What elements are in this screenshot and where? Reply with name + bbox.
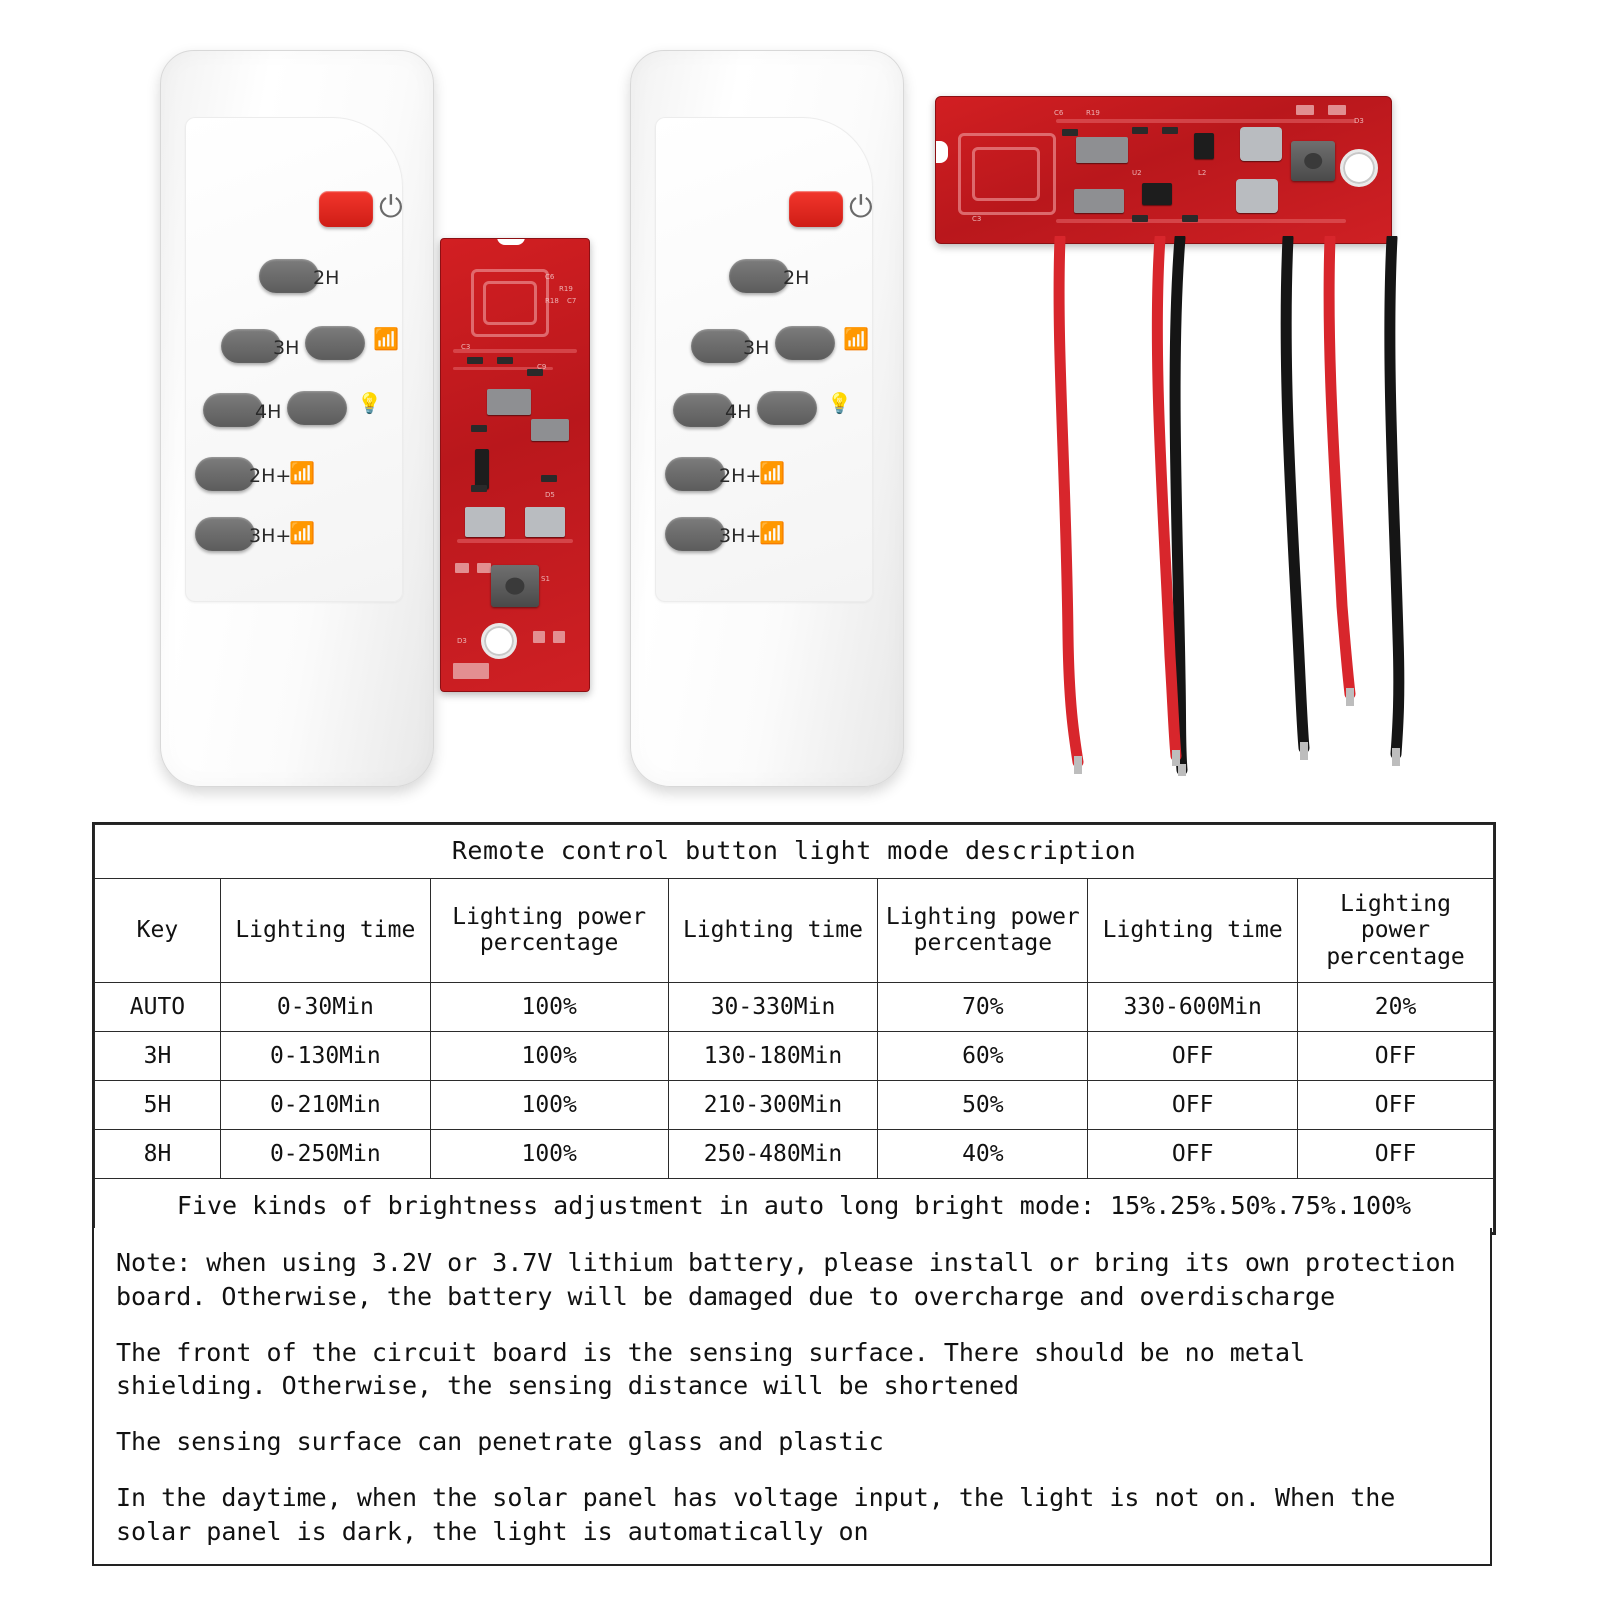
pcb-large-antenna-inner (972, 147, 1040, 201)
wifi-icon-right-3: 📶 (759, 521, 786, 545)
silk-c7: C7 (567, 297, 577, 305)
note-daytime: In the daytime, when the solar panel has voltage input, the light is not on. When the solar panel is dark, the light is automatically on (116, 1482, 1396, 1546)
cell-auto-time-3: 330-600Min (1088, 983, 1298, 1032)
pcb-small-tact-switch[interactable] (491, 565, 539, 607)
wifi-icon-right-1: 📶 (843, 327, 870, 351)
bulb-icon-left: 💡 (357, 391, 382, 415)
note-sensing-surface: The front of the circuit board is the sensing surface. There should be no metal shielding. Otherwise, the sensing distance will be shortened (116, 1337, 1306, 1401)
cell-5h-time-3: OFF (1088, 1081, 1298, 1130)
cell-8h-time-3: OFF (1088, 1130, 1298, 1179)
table-row (95, 983, 1494, 1032)
cell-3h-time-1: 0-130Min (220, 1032, 430, 1081)
cell-3h-pct-3: OFF (1298, 1032, 1494, 1081)
pcb-small-antenna-inner (483, 281, 537, 325)
pcb-large-inductor-2 (1236, 179, 1278, 213)
label-4h-right: 4H (725, 401, 752, 423)
cell-5h-time-1: 0-210Min (220, 1081, 430, 1130)
silk-r19: R19 (559, 285, 573, 293)
pcb-large-ic-2 (1074, 189, 1124, 213)
cell-5h-pct-2: 50% (878, 1081, 1088, 1130)
pcb-large-ic-1 (1076, 137, 1128, 163)
label-3hplus-right: 3H+ (719, 525, 762, 547)
silk-c9: C9 (537, 363, 547, 371)
label-2h-right: 2H (783, 267, 810, 289)
label-2hplus-right: 2H+ (719, 465, 762, 487)
cell-5h-time-2: 210-300Min (668, 1081, 878, 1130)
notes-block (92, 1228, 1492, 1566)
header-power-pct-3: Lighting power percentage (1298, 878, 1494, 982)
button-4h-right[interactable] (673, 393, 733, 427)
note-battery: Note: when using 3.2V or 3.7V lithium battery, please install or bring its own protection board. Otherwise, the battery will be damaged due to overcharge and overdischarge (116, 1248, 1456, 1311)
power-icon-right: ⏻ (849, 190, 873, 225)
button-2h-left[interactable] (259, 259, 319, 293)
label-4h-left: 4H (255, 401, 282, 423)
pcb-small-mosfet-1 (465, 507, 505, 537)
cell-key-5h: 5H (95, 1081, 221, 1130)
note-penetration: The sensing surface can penetrate glass and plastic (116, 1427, 884, 1456)
wifi-icon-left-2: 📶 (289, 461, 316, 485)
label-2hplus-left: 2H+ (249, 465, 292, 487)
button-light-left[interactable] (287, 391, 347, 425)
table-row (95, 1032, 1494, 1081)
cell-key-8h: 8H (95, 1130, 221, 1179)
cell-key-auto: AUTO (95, 983, 221, 1032)
label-3h-left: 3H (273, 337, 300, 359)
button-2hplus-left[interactable] (195, 457, 255, 491)
header-lighting-time-3: Lighting time (1088, 878, 1298, 982)
header-lighting-time-1: Lighting time (220, 878, 430, 982)
pcb-small-mosfet-2 (525, 507, 565, 537)
silk-c6: C6 (545, 273, 555, 281)
pcb-small-ic-2 (531, 419, 569, 441)
mode-description-table (92, 822, 1496, 1235)
cell-auto-time-1: 0-30Min (220, 983, 430, 1032)
cell-auto-pct-2: 70% (878, 983, 1088, 1032)
cell-5h-pct-3: OFF (1298, 1081, 1494, 1130)
silk-d3: D3 (457, 637, 467, 645)
button-2h-right[interactable] (729, 259, 789, 293)
silk-large-d3: D3 (1354, 117, 1364, 125)
button-wifi-left[interactable] (305, 326, 365, 360)
pcb-large (935, 96, 1392, 244)
cell-auto-time-2: 30-330Min (668, 983, 878, 1032)
pcb-small-cap-1 (475, 449, 489, 489)
table-title-row (95, 825, 1494, 879)
cell-5h-pct-1: 100% (430, 1081, 668, 1130)
label-2h-left: 2H (313, 267, 340, 289)
label-3h-right: 3H (743, 337, 770, 359)
pcb-small (440, 238, 590, 692)
wifi-icon-left-1: 📶 (373, 327, 400, 351)
pcb-large-mount-hole (1340, 149, 1378, 187)
table-title: Remote control button light mode description (95, 825, 1494, 879)
wifi-icon-right-2: 📶 (759, 461, 786, 485)
silk-large-u2: U2 (1132, 169, 1142, 177)
silk-large-c3: C3 (972, 215, 982, 223)
button-3h-right[interactable] (691, 329, 751, 363)
cell-auto-pct-1: 100% (430, 983, 668, 1032)
header-lighting-time-2: Lighting time (668, 878, 878, 982)
cell-8h-time-1: 0-250Min (220, 1130, 430, 1179)
remote-right (630, 50, 904, 787)
button-3h-left[interactable] (221, 329, 281, 363)
cell-3h-time-3: OFF (1088, 1032, 1298, 1081)
cell-auto-pct-3: 20% (1298, 983, 1494, 1032)
pcb-small-mount-hole (481, 623, 517, 659)
table-footer-row (95, 1179, 1494, 1233)
cell-3h-pct-2: 60% (878, 1032, 1088, 1081)
silk-d5: D5 (545, 491, 555, 499)
pcb-large-tact-switch[interactable] (1291, 141, 1335, 181)
silk-large-r19: R19 (1086, 109, 1100, 117)
cell-3h-pct-1: 100% (430, 1032, 668, 1081)
button-wifi-right[interactable] (775, 326, 835, 360)
power-button-right[interactable] (789, 191, 843, 227)
label-3hplus-left: 3H+ (249, 525, 292, 547)
button-2hplus-right[interactable] (665, 457, 725, 491)
power-button-left[interactable] (319, 191, 373, 227)
silk-large-c6: C6 (1054, 109, 1064, 117)
remote-left (160, 50, 434, 787)
button-3hplus-right[interactable] (665, 517, 725, 551)
power-icon-left: ⏻ (379, 190, 403, 225)
pcb-large-inductor-1 (1240, 127, 1282, 161)
header-power-pct-1: Lighting power percentage (430, 878, 668, 982)
cell-8h-pct-1: 100% (430, 1130, 668, 1179)
table-row (95, 1081, 1494, 1130)
brightness-adjustment-note: Five kinds of brightness adjustment in auto long bright mode: 15%.25%.50%.75%.100% (95, 1179, 1494, 1233)
button-3hplus-left[interactable] (195, 517, 255, 551)
cell-3h-time-2: 130-180Min (668, 1032, 878, 1081)
header-power-pct-2: Lighting power percentage (878, 878, 1088, 982)
wifi-icon-left-3: 📶 (289, 521, 316, 545)
silk-c3: C3 (461, 343, 471, 351)
silk-r18: R18 (545, 297, 559, 305)
pcb-large-cap-1 (1142, 183, 1172, 205)
button-light-right[interactable] (757, 391, 817, 425)
pcb-small-ic-1 (487, 389, 531, 415)
cell-key-3h: 3H (95, 1032, 221, 1081)
bulb-icon-right: 💡 (827, 391, 852, 415)
silk-large-l2: L2 (1198, 169, 1207, 177)
header-key: Key (95, 878, 221, 982)
cell-8h-pct-2: 40% (878, 1130, 1088, 1179)
pcb-large-wires (1030, 236, 1460, 776)
table-row (95, 1130, 1494, 1179)
table-header-row (95, 878, 1494, 982)
silk-s1: S1 (541, 575, 550, 583)
button-4h-left[interactable] (203, 393, 263, 427)
cell-8h-pct-3: OFF (1298, 1130, 1494, 1179)
pcb-large-cap-2 (1194, 133, 1214, 159)
cell-8h-time-2: 250-480Min (668, 1130, 878, 1179)
